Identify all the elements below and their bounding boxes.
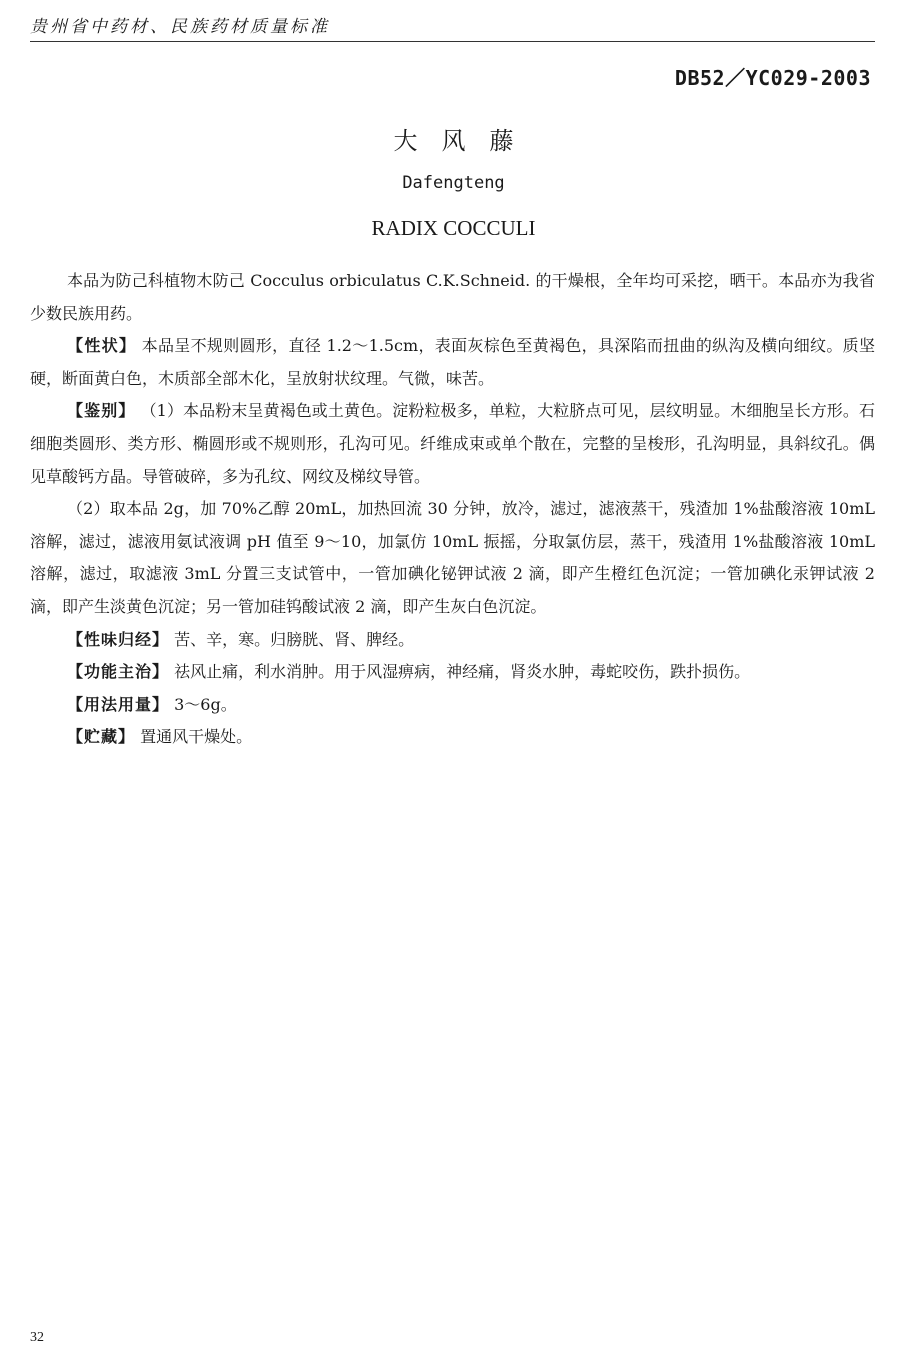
property-label: 【性味归经】 (67, 629, 170, 649)
monograph-title-pinyin: Dafengteng (402, 173, 505, 193)
dosage-paragraph (30, 689, 875, 722)
intro-text: 本品为防己科植物木防己 Cocculus orbiculatus C.K.Schneid. 的干燥根，全年均可采挖，晒干。本品亦为我省少数民族用药。 (30, 271, 875, 323)
identification-label: 【鉴别】 (67, 401, 136, 421)
description-text: 本品呈不规则圆形，直径 1.2～1.5cm，表面灰棕色至黄褐色，具深陷而扭曲的纵沟及横向细纹。质坚硬，断面黄白色，木质部全部木化，呈放射状纹理。气微，味苦。 (30, 336, 875, 388)
function-label: 【功能主治】 (67, 662, 170, 682)
description-paragraph (30, 330, 875, 395)
property-text: 苦、辛，寒。归膀胱、肾、脾经。 (174, 629, 415, 649)
intro-paragraph (30, 265, 875, 330)
header-rule (30, 41, 875, 42)
page-number: 32 (30, 1330, 44, 1345)
identification-test-2-text: （2）取本品 2g，加 70%乙醇 20mL，加热回流 30 分钟，放冷，滤过，滤液蒸干，残渣加 1%盐酸溶液 10mL 溶解，滤过，滤液用氨试液调 pH 值至 9～10，加氯仿 10mL 振摇，分取氯仿层，蒸干，残渣用 1%盐酸溶液 10mL 溶解，滤过，取滤液 3mL 分置三支试管中，一管加碘化铋钾试液 2 滴，即产生橙红色沉淀；一管加碘化汞钾试液 2 滴，即产生淡黄色沉淀；另一管加硅钨酸试液 2 滴，即产生灰白色沉淀。 (30, 499, 875, 616)
monograph-title-chinese: 大风藤 (393, 127, 538, 155)
storage-paragraph (30, 721, 875, 754)
function-paragraph (30, 656, 875, 689)
storage-text: 置通风干燥处。 (140, 727, 253, 747)
storage-label: 【贮藏】 (67, 727, 136, 747)
standard-code: DB52／YC029-2003 (674, 66, 871, 90)
description-label: 【性状】 (67, 336, 137, 356)
monograph-body (30, 265, 875, 754)
property-paragraph (30, 624, 875, 657)
monograph-title-latin: RADIX COCCULI (371, 216, 536, 240)
identification-paragraph (30, 395, 875, 493)
dosage-label: 【用法用量】 (67, 694, 170, 714)
running-header: 贵州省中药材、民族药材质量标准 (30, 17, 330, 37)
dosage-text: 3～6g。 (174, 694, 237, 714)
identification-test-2-paragraph (30, 493, 875, 623)
identification-text: （1）本品粉末呈黄褐色或土黄色。淀粉粒极多，单粒，大粒脐点可见，层纹明显。木细胞呈长方形。石细胞类圆形、类方形、椭圆形或不规则形，孔沟可见。纤维成束或单个散在，完整的呈梭形，孔沟明显，具斜纹孔。偶见草酸钙方晶。导管破碎，多为孔纹、网纹及梯纹导管。 (30, 401, 875, 486)
function-text: 祛风止痛，利水消肿。用于风湿痹病，神经痛，肾炎水肿，毒蛇咬伤，跌扑损伤。 (174, 662, 751, 682)
